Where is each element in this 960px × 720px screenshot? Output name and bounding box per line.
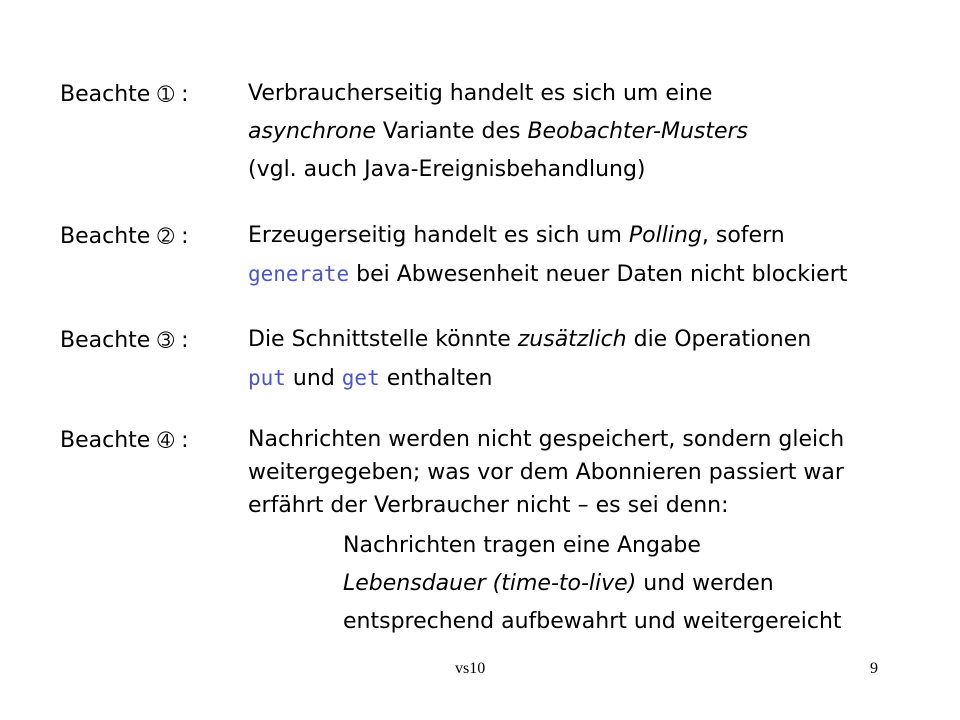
note-3-line-2-text: und — [285, 366, 342, 391]
note-1-term-asynchrone: asynchrone — [248, 119, 376, 144]
note-4-sub-line-2-end: und werden — [636, 571, 774, 596]
note-4-line-2: weitergegeben; was vor dem Abonnieren passiert war — [248, 460, 844, 485]
note-3-line-1-end: die Operationen — [626, 327, 812, 352]
note-3-label — [60, 321, 250, 360]
note-4-subtext — [343, 527, 953, 641]
note-1-body — [248, 75, 958, 189]
note-2-term-polling: Polling — [628, 223, 702, 248]
note-3-line-2 — [248, 359, 958, 398]
note-2-line-1 — [248, 217, 958, 255]
note-2-line-2 — [248, 255, 958, 294]
note-1-line-2 — [248, 113, 958, 151]
note-3-line-1-text: Die Schnittstelle könnte — [248, 327, 518, 352]
note-1-line-2-text: Variante des — [375, 119, 528, 144]
code-put: put — [248, 366, 286, 390]
note-3-label-text: Beachte — [60, 328, 151, 353]
footer-course-id: vs10 — [455, 660, 486, 677]
code-generate: generate — [248, 262, 350, 286]
note-1-colon: : — [181, 82, 189, 107]
note-3-term-zusaetzlich: zusätzlich — [517, 327, 627, 352]
footer-page-number: 9 — [870, 660, 878, 677]
note-4-line-1: Nachrichten werden nicht gespeichert, sondern gleich — [248, 427, 845, 452]
note-2-line-1-text: Erzeugerseitig handelt es sich um — [248, 223, 629, 248]
note-3-line-2-end: enthalten — [379, 366, 493, 391]
circled-two-icon: ➁ — [157, 224, 175, 248]
note-4-label — [60, 421, 250, 460]
circled-four-icon: ➃ — [157, 428, 175, 452]
note-1-line-1: Verbraucherseitig handelt es sich um eine — [248, 81, 713, 106]
code-get: get — [341, 366, 380, 390]
note-2-line-2-text: bei Abwesenheit neuer Daten nicht blockiert — [349, 262, 848, 287]
note-4-body — [248, 423, 958, 522]
note-1-label — [60, 75, 250, 114]
note-2-label — [60, 217, 250, 256]
note-3-colon: : — [181, 328, 189, 353]
note-4-colon: : — [181, 428, 189, 453]
note-2-line-1-end: , sofern — [701, 223, 785, 248]
note-3-body — [248, 321, 958, 398]
note-2-colon: : — [181, 224, 189, 249]
note-2-label-text: Beachte — [60, 224, 151, 249]
note-4-term-ttl: Lebensdauer (time-to-live) — [343, 571, 637, 596]
note-4-sub-line-3: entsprechend aufbewahrt und weitergereicht — [343, 609, 842, 634]
circled-three-icon: ➂ — [157, 328, 175, 352]
note-4-sub-line-2 — [343, 565, 953, 603]
note-1-term-observer: Beobachter-Musters — [527, 119, 749, 144]
note-4-line-3: erfährt der Verbraucher nicht – es sei denn: — [248, 493, 729, 518]
note-1-line-3: (vgl. auch Java-Ereignisbehandlung) — [248, 157, 646, 182]
note-3-line-1 — [248, 321, 958, 359]
note-4-label-text: Beachte — [60, 428, 151, 453]
note-4-sub-line-1: Nachrichten tragen eine Angabe — [343, 533, 701, 558]
note-1-label-text: Beachte — [60, 82, 151, 107]
note-2-body — [248, 217, 958, 294]
circled-one-icon: ➀ — [157, 82, 175, 106]
